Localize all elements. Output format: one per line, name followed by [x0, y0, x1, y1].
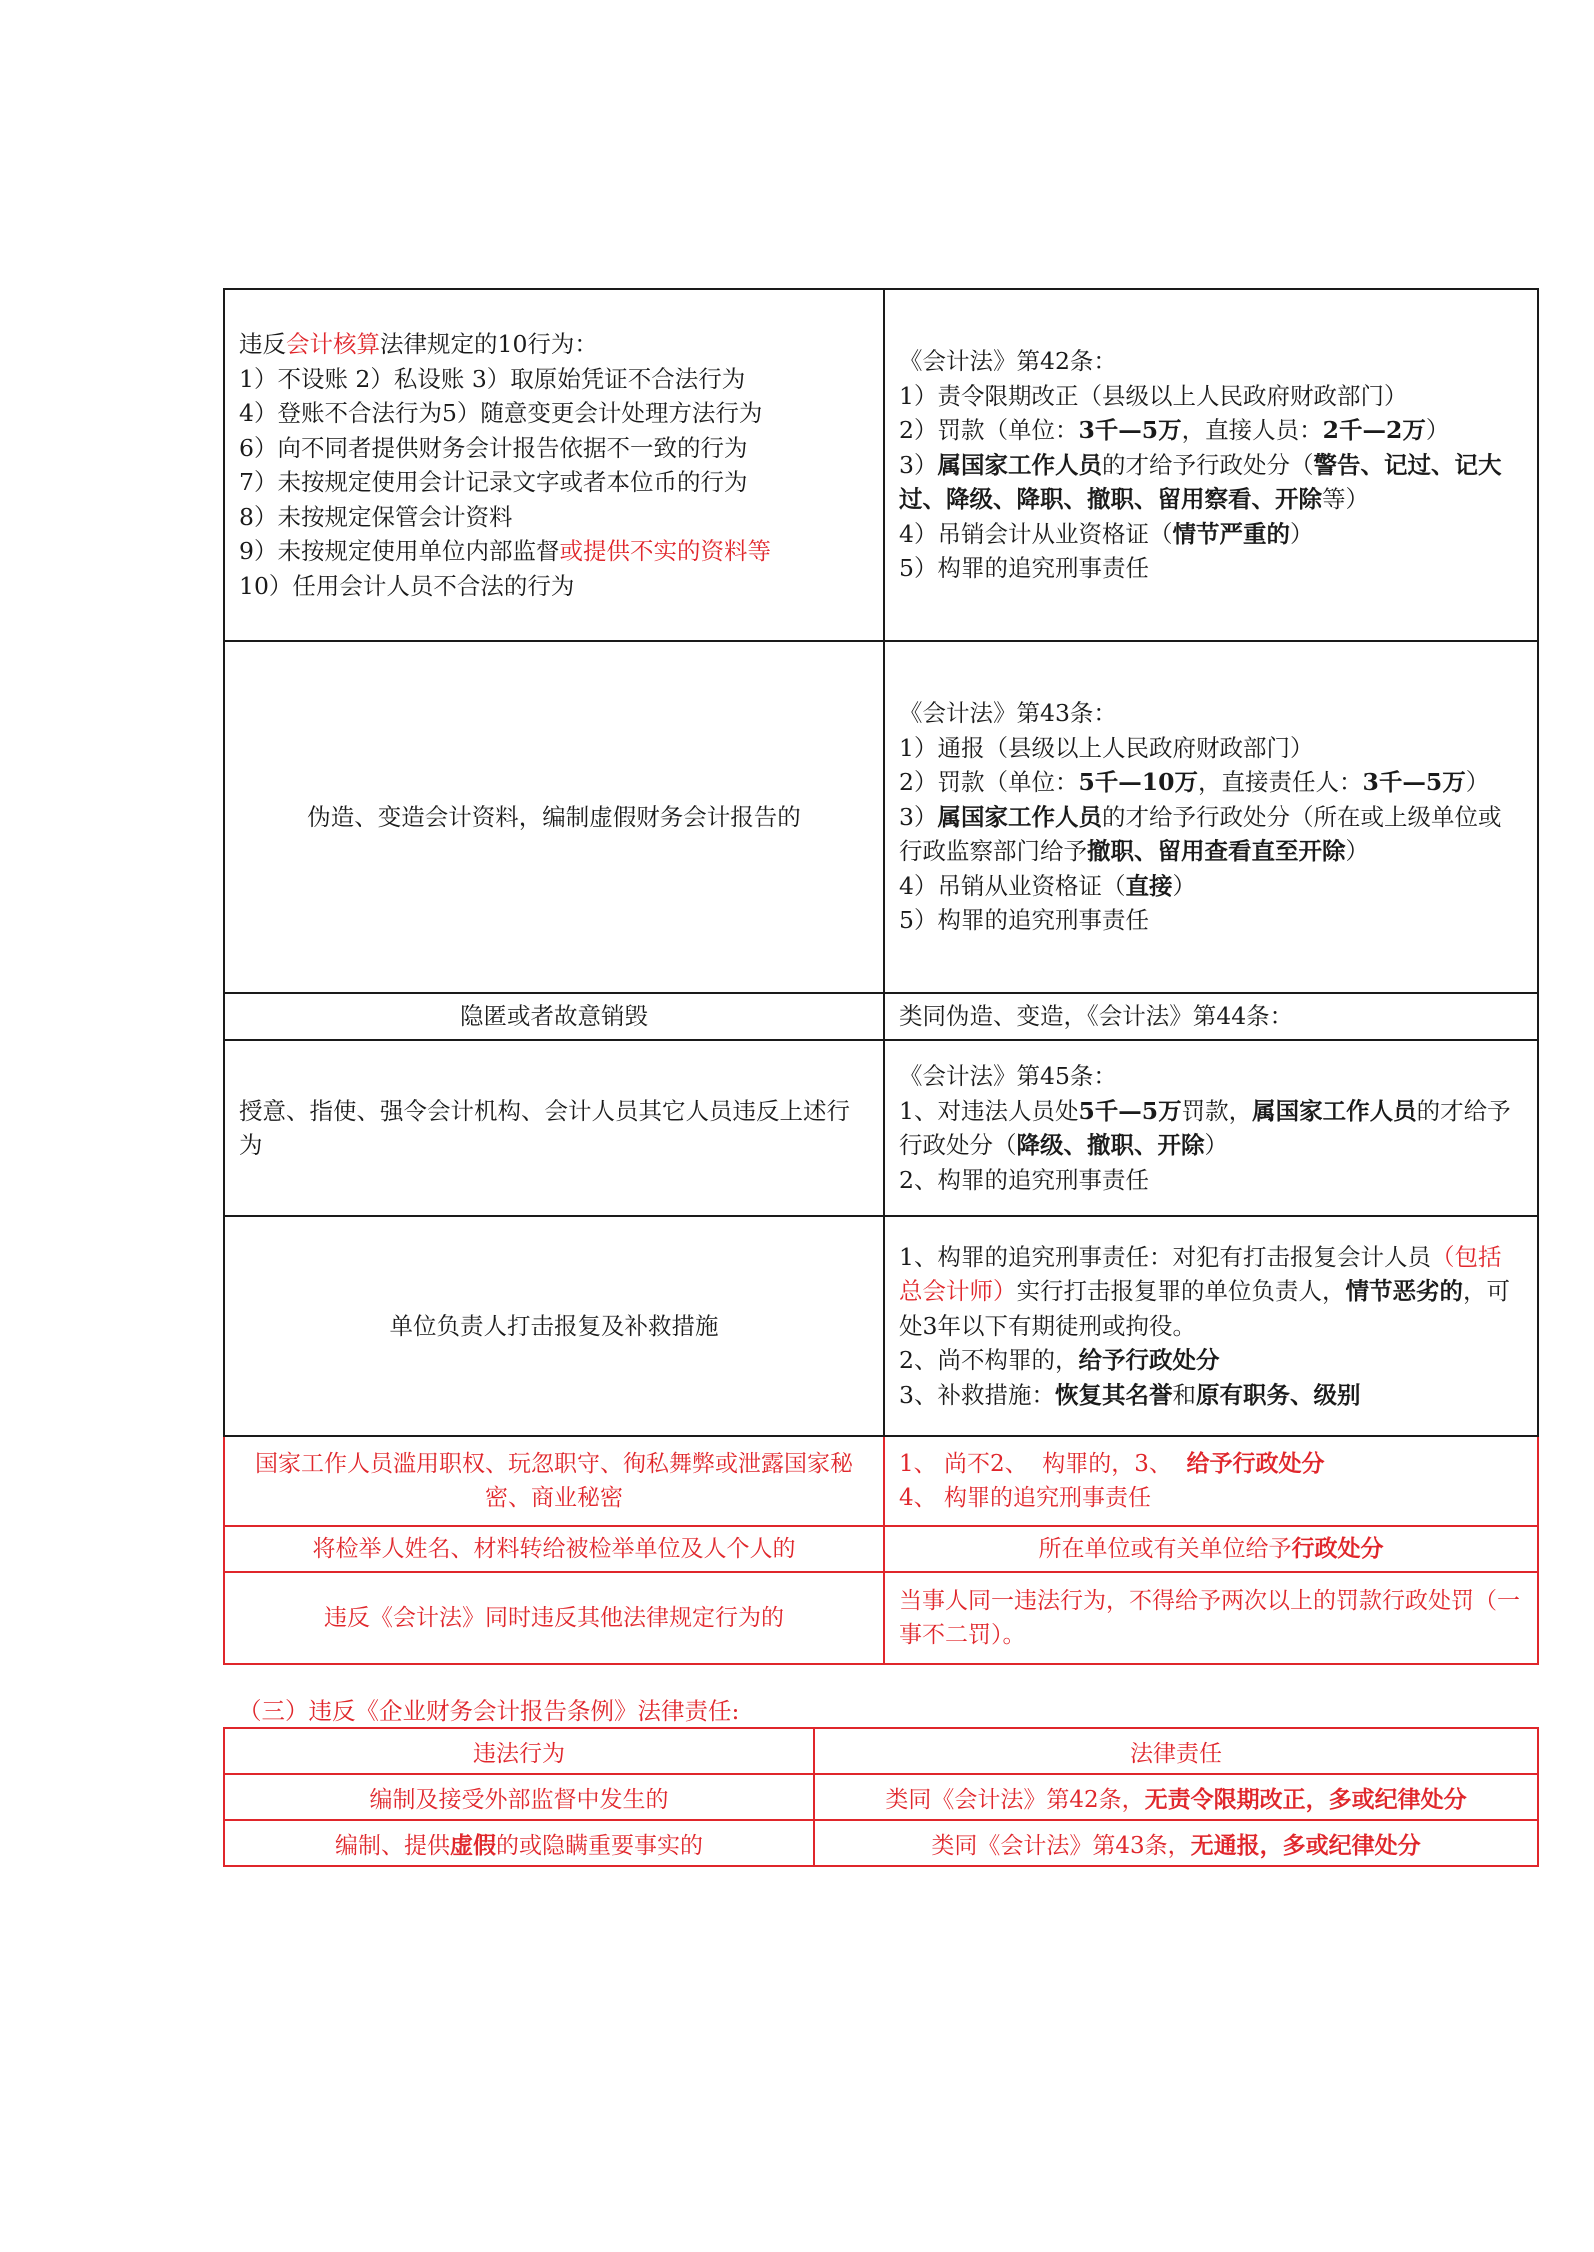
table-row [224, 289, 1538, 641]
table-row [224, 641, 1538, 993]
table-row [224, 993, 1538, 1040]
text-line: 违反会计核算法律规定的10行为： [239, 330, 598, 358]
text-line: 5）构罪的追究刑事责任 [899, 906, 1149, 935]
violation-cell: 隐匿或者故意销毁 [224, 993, 884, 1040]
table-row [224, 1216, 1538, 1436]
violation-cell [224, 289, 884, 641]
text-line: 2）罚款（单位：5千—10万，直接责任人：3千—5万） [899, 768, 1490, 797]
penalty-cell [884, 1216, 1538, 1436]
violation-cell: 授意、指使、强令会计机构、会计人员其它人员违反上述行为 [224, 1040, 884, 1216]
text-line: 2、尚不构罪的，给予行政处分 [899, 1346, 1220, 1375]
text-line: 2）罚款（单位：3千—5万，直接人员：2千—2万） [899, 416, 1450, 445]
text-line: 《会计法》第43条： [899, 699, 1117, 728]
section-heading: （三）违反《企业财务会计报告条例》法律责任: [238, 1697, 740, 1725]
text-line: 10）任用会计人员不合法的行为 [239, 571, 575, 600]
penalty-cell [884, 641, 1538, 993]
violation-cell: 单位负责人打击报复及补救措施 [224, 1216, 884, 1436]
penalty-cell: 当事人同一违法行为，不得给予两次以上的罚款行政处罚（一事不二罚）。 [884, 1572, 1538, 1664]
violation-cell: 违反《会计法》同时违反其他法律规定行为的 [224, 1572, 884, 1664]
table-row [224, 1820, 1538, 1866]
penalty-cell: 所在单位或有关单位给予行政处分 [884, 1526, 1538, 1572]
penalty-cell [884, 289, 1538, 641]
text-line: 1、构罪的追究刑事责任：对犯有打击报复会计人员（包括总会计师）实行打击报复罪的单位负责人，情节恶劣的，可处3年以下有期徒刑或拘役。 [899, 1242, 1510, 1340]
violation-cell: 编制、提供虚假的或隐瞒重要事实的 [224, 1820, 814, 1866]
column-header: 违法行为 [224, 1728, 814, 1774]
table-row [224, 1572, 1538, 1664]
text-line: 《会计法》第42条： [899, 347, 1117, 376]
text-line: 5）构罪的追究刑事责任 [899, 554, 1149, 583]
text-line: 4）吊销从业资格证（直接） [899, 871, 1196, 900]
text-line: 1、 尚不2、 构罪的，3、 给予行政处分 [899, 1449, 1325, 1477]
text-line: 4）吊销会计从业资格证（情节严重的） [899, 519, 1314, 548]
text-line: 2、构罪的追究刑事责任 [899, 1165, 1149, 1194]
text-line: 3）属国家工作人员的才给予行政处分（警告、记过、记大过、降级、降职、撤职、留用察看、开除等） [899, 450, 1502, 514]
text-line: 4、 构罪的追究刑事责任 [899, 1485, 1151, 1511]
penalty-cell [884, 1436, 1538, 1526]
text-line: 《会计法》第45条： [899, 1062, 1117, 1090]
table-header-row [224, 1728, 1538, 1774]
text-line: 7）未按规定使用会计记录文字或者本位币的行为 [239, 468, 748, 496]
penalty-cell: 类同《会计法》第43条，无通报，多或纪律处分 [814, 1820, 1538, 1866]
violation-cell: 伪造、变造会计资料，编制虚假财务会计报告的 [224, 641, 884, 993]
table-row [224, 1774, 1538, 1820]
text-line: 9）未按规定使用单位内部监督或提供不实的资料等 [239, 537, 771, 565]
penalty-cell [884, 1040, 1538, 1216]
text-line: 1、对违法人员处5千—5万罚款，属国家工作人员的才给予行政处分（降级、撤职、开除） [899, 1096, 1511, 1159]
penalty-cell: 类同《会计法》第42条，无责令限期改正，多或纪律处分 [814, 1774, 1538, 1820]
table-row [224, 1040, 1538, 1216]
text-line: 1）通报（县级以上人民政府财政部门） [899, 733, 1314, 762]
accounting-law-penalty-table [223, 288, 1539, 1665]
text-line: 4）登账不合法行为5）随意变更会计处理方法行为 [239, 399, 763, 427]
penalty-cell: 类同伪造、变造，《会计法》第44条： [884, 993, 1538, 1040]
violation-cell: 将检举人姓名、材料转给被检举单位及人个人的 [224, 1526, 884, 1572]
violation-cell: 编制及接受外部监督中发生的 [224, 1774, 814, 1820]
text-line: 3、补救措施：恢复其名誉和原有职务、级别 [899, 1380, 1361, 1409]
table-row [224, 1436, 1538, 1526]
violation-cell: 国家工作人员滥用职权、玩忽职守、徇私舞弊或泄露国家秘密、商业秘密 [224, 1436, 884, 1526]
table-row [224, 1526, 1538, 1572]
text-line: 3）属国家工作人员的才给予行政处分（所在或上级单位或行政监察部门给予撤职、留用查看直至开除） [899, 802, 1502, 866]
text-line: 8）未按规定保管会计资料 [239, 502, 513, 531]
text-line: 1）不设账 2）私设账 3）取原始凭证不合法行为 [239, 364, 746, 393]
financial-report-regulation-table [223, 1727, 1539, 1867]
text-line: 6）向不同者提供财务会计报告依据不一致的行为 [239, 433, 748, 462]
text-line: 1）责令限期改正（县级以上人民政府财政部门） [899, 381, 1408, 410]
column-header: 法律责任 [814, 1728, 1538, 1774]
